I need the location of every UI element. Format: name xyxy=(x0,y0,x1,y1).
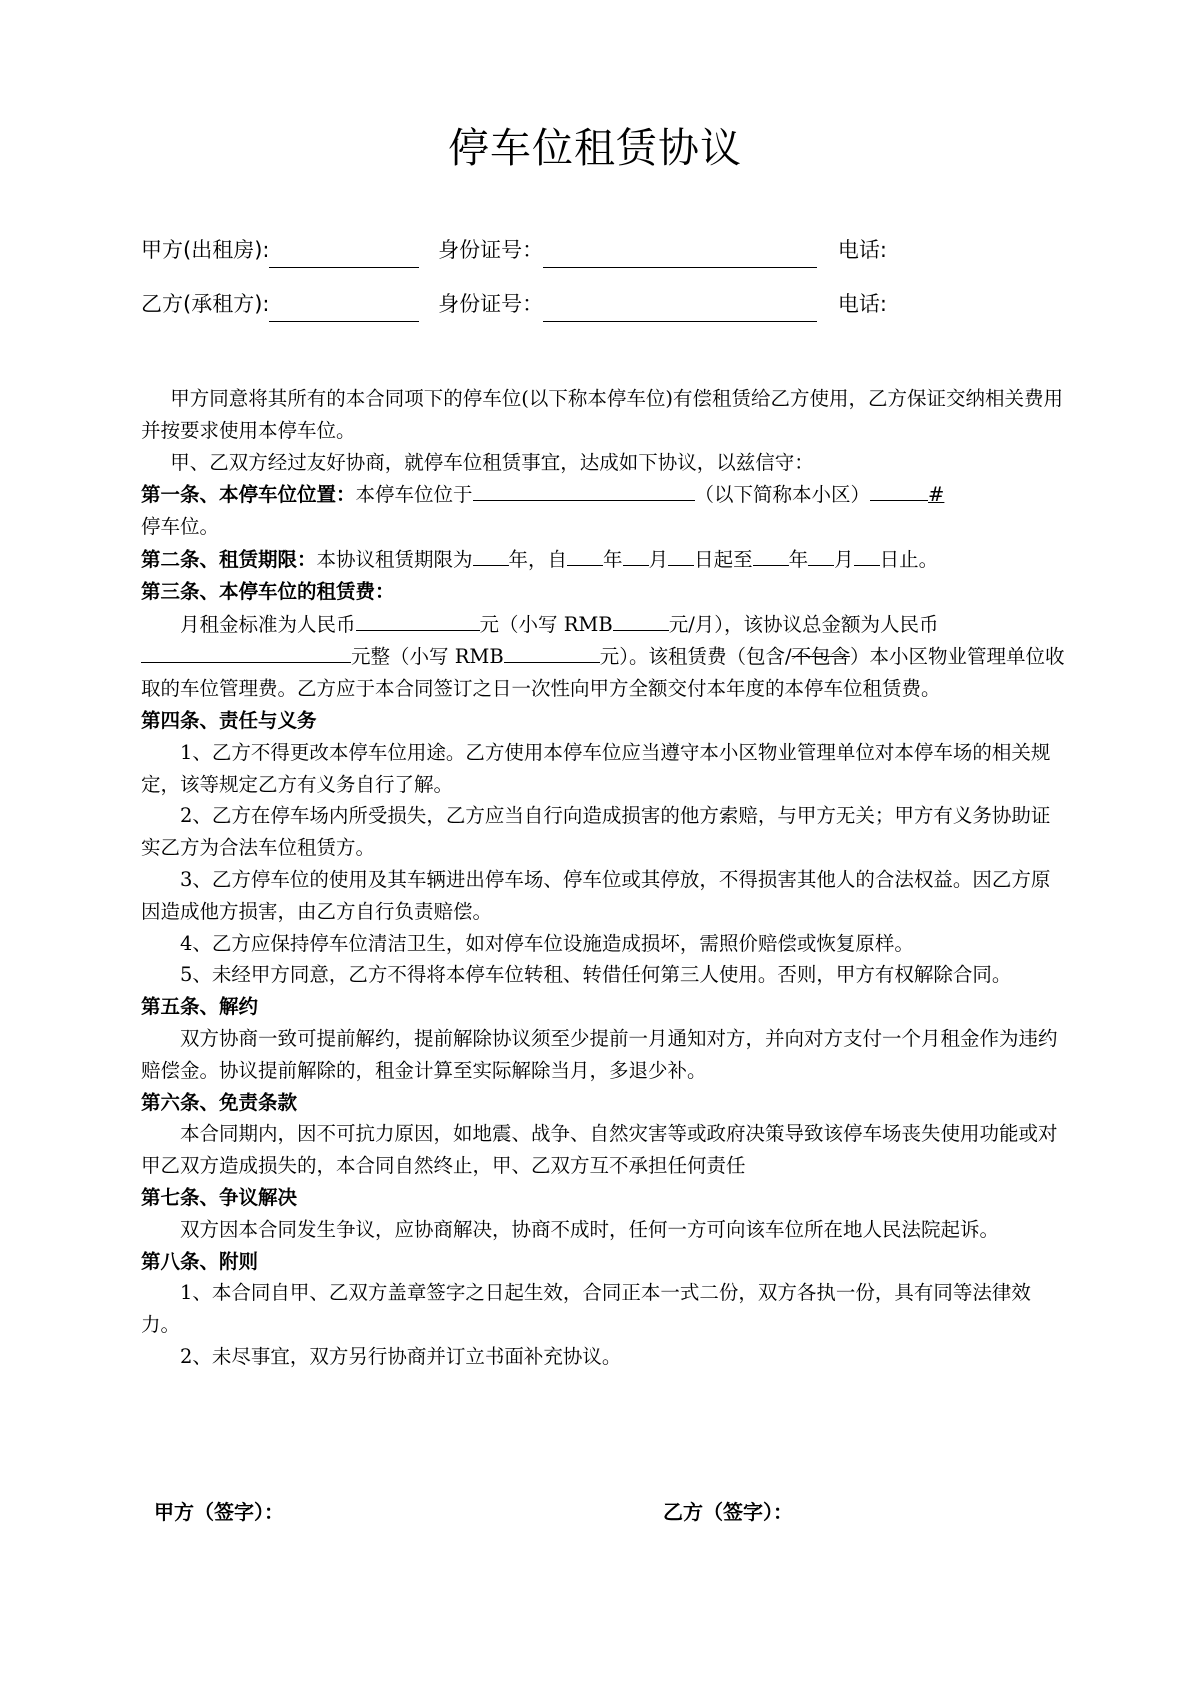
article-2-text: 年 xyxy=(603,547,623,571)
article-8-item: 1、本合同自甲、乙双方盖章签字之日起生效，合同正本一式二份，双方各执一份，具有同等法律效力。 xyxy=(141,1281,1031,1337)
total-amount-rmb-field[interactable] xyxy=(504,640,600,663)
party-a-phone-label: 电话: xyxy=(837,238,887,262)
start-day-field[interactable] xyxy=(668,543,694,566)
article-3-text: 元整（小写 RMB xyxy=(351,645,504,669)
contract-body xyxy=(141,383,1066,1373)
article-2-text: 日止。 xyxy=(879,547,939,571)
party-a-name-field[interactable] xyxy=(269,241,419,268)
article-4-item: 3、乙方停车位的使用及其车辆进出停车场、停车位或其停放，不得损害其他人的合法权益。因乙方原因造成他方损害，由乙方自行负责赔偿。 xyxy=(141,867,1051,923)
article-1-text: 停车位。 xyxy=(141,515,220,539)
party-b-signature-label: 乙方（签字）： xyxy=(663,1500,793,1524)
article-3-text: 元/月），该协议总金额为人民币 xyxy=(668,612,939,636)
article-2-text: 年 xyxy=(788,547,809,571)
party-a-signature-label: 甲方（签字）： xyxy=(154,1500,284,1524)
document-title: 停车位租赁协议 xyxy=(448,124,742,172)
article-6-heading: 第六条、免责条款 xyxy=(141,1090,298,1114)
party-b-line xyxy=(141,286,1141,322)
article-7-text: 双方因本合同发生争议，应协商解决，协商不成时，任何一方可向该车位所在地人民法院起诉。 xyxy=(180,1217,1000,1241)
article-3-heading: 第三条、本停车位的租赁费： xyxy=(141,579,395,603)
article-3-text: ）本小区物业管理单位收取的车位管理费。乙方应于本合同签订之日一次性向甲方全额交付本年度的本停车位租赁费。 xyxy=(141,645,1065,701)
article-8-item: 2、未尽事宜，双方另行协商并订立书面补充协议。 xyxy=(180,1344,622,1368)
article-4-heading: 第四条、责任与义务 xyxy=(141,708,317,732)
article-1-text: 本停车位位于 xyxy=(355,483,473,507)
article-2-text: 月 xyxy=(834,547,854,571)
start-year-field[interactable] xyxy=(567,543,603,566)
article-1 xyxy=(141,478,1066,543)
location-field[interactable] xyxy=(473,478,695,501)
party-b-id-field[interactable] xyxy=(543,295,817,322)
article-8-heading: 第八条、附则 xyxy=(141,1249,259,1273)
party-a-id-label: 身份证号： xyxy=(438,238,544,262)
article-2-text: 年，自 xyxy=(508,547,568,571)
party-a-label: 甲方(出租房): xyxy=(141,238,270,262)
term-years-field[interactable] xyxy=(473,543,509,566)
article-2 xyxy=(141,543,1066,576)
article-2-heading: 第二条、租赁期限： xyxy=(141,547,317,571)
party-b-name-field[interactable] xyxy=(269,295,419,322)
party-b-id-label: 身份证号： xyxy=(438,292,544,316)
monthly-rent-rmb-field[interactable] xyxy=(613,608,669,631)
article-2-text: 日起至 xyxy=(694,547,753,571)
article-4-item: 5、未经甲方同意，乙方不得将本停车位转租、转借任何第三人使用。否则，甲方有权解除合同。 xyxy=(180,963,1012,987)
end-year-field[interactable] xyxy=(753,543,789,566)
party-a-line xyxy=(141,232,1141,268)
struck-option: 不包含 xyxy=(791,645,851,669)
article-3-text xyxy=(141,608,1066,641)
party-b-phone-label: 电话: xyxy=(837,292,887,316)
article-5-heading: 第五条、解约 xyxy=(141,995,259,1019)
intro-paragraph: 甲、乙双方经过友好协商，就停车位租赁事宜，达成如下协议，以兹信守： xyxy=(170,450,814,474)
monthly-rent-field[interactable] xyxy=(356,608,480,631)
article-1-heading: 第一条、本停车位位置： xyxy=(141,483,356,507)
article-7-heading: 第七条、争议解决 xyxy=(141,1185,298,1209)
article-2-text: 月 xyxy=(648,547,669,571)
article-1-text: # xyxy=(928,483,945,507)
article-1-text: （以下简称本小区） xyxy=(694,483,871,507)
article-4-item: 4、乙方应保持停车位清洁卫生，如对停车位设施造成损坏，需照价赔偿或恢复原样。 xyxy=(180,931,914,955)
article-2-text: 本协议租赁期限为 xyxy=(316,547,473,571)
article-6-text: 本合同期内，因不可抗力原因，如地震、战争、自然灾害等或政府决策导致该停车场丧失使用功能或对甲乙双方造成损失的，本合同自然终止，甲、乙双方互不承担任何责任 xyxy=(141,1122,1058,1178)
party-a-id-field[interactable] xyxy=(543,241,817,268)
space-number-field[interactable] xyxy=(870,478,928,501)
article-3-text: 月租金标准为人民币 xyxy=(180,612,356,636)
article-3-text: 元）。该租赁费（包含/ xyxy=(599,645,792,669)
article-5-text: 双方协商一致可提前解约，提前解除协议须至少提前一月通知对方，并向对方支付一个月租金作为违约赔偿金。协议提前解除的，租金计算至实际解除当月，多退少补。 xyxy=(141,1026,1058,1082)
article-3-text: 元（小写 RMB xyxy=(479,612,613,636)
end-month-field[interactable] xyxy=(808,543,834,566)
article-4-item: 2、乙方在停车场内所受损失，乙方应当自行向造成损害的他方索赔，与甲方无关；甲方有义务协助证实乙方为合法车位租赁方。 xyxy=(141,804,1051,860)
total-amount-field[interactable] xyxy=(141,640,351,663)
article-3-text xyxy=(141,640,1066,705)
start-month-field[interactable] xyxy=(623,543,649,566)
end-day-field[interactable] xyxy=(854,543,880,566)
party-b-label: 乙方(承租方): xyxy=(141,292,270,316)
intro-paragraph: 甲方同意将其所有的本合同项下的停车位(以下称本停车位)有偿租赁给乙方使用，乙方保证交纳相关费用并按要求使用本停车位。 xyxy=(141,387,1063,442)
article-4-item: 1、乙方不得更改本停车位用途。乙方使用本停车位应当遵守本小区物业管理单位对本停车场的相关规定，该等规定乙方有义务自行了解。 xyxy=(141,740,1051,796)
